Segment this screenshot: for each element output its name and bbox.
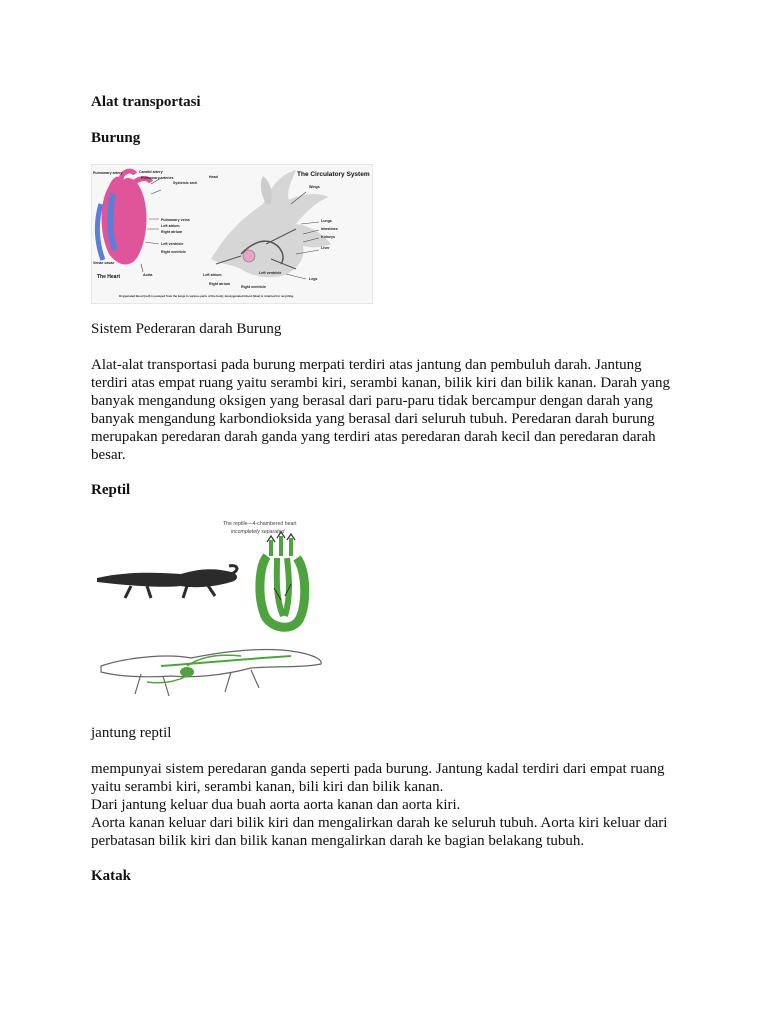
figure-inner-caption: Oxygenated blood (red) is pumped from the lungs to various parts of the body; deoxygenated blood (blue) is returned for recycling. [119,294,294,298]
label-bird-left-atrium: Left atrium [203,273,222,277]
text-line: mempunyai sistem peredaran ganda seperti pada burung. Jantung kadal terdiri dari empat ruang [91,761,665,777]
crocodile-heart-mark [180,667,194,677]
text-line: merupakan peredaran darah ganda yang terdiri atas peredaran darah kecil dan peredaran darah [91,429,656,445]
reptile-heart-diagram [91,516,327,706]
text-line: Alat-alat transportasi pada burung merpati terdiri atas jantung dan pembuluh darah. Jantung [91,357,642,373]
label-liver: Liver [321,246,330,250]
label-pulmonary-veins: Pulmonary veins [161,218,190,222]
figure-title: The Circulatory System [297,171,370,178]
label-right-atrium: Right atrium [161,230,183,234]
figure-caption-reptil: jantung reptil [91,725,172,741]
section-heading-katak: Katak [91,868,132,884]
label-carotid-artery: Carotid artery [139,170,163,174]
text-line: Aorta kanan keluar dari bilik kiri dan mengalirkan darah ke seluruh tubuh. Aorta kiri keluar dari [91,815,668,831]
main-heading: Alat transportasi [91,94,201,110]
label-pulmonary-arteries: Pulmonary arteries [141,176,174,180]
text-line: besar. [91,447,126,463]
section-heading-reptil: Reptil [91,482,131,498]
label-venae-cavae: Venae cavae [93,261,115,265]
text-line: terdiri atas empat ruang yaitu serambi kiri, serambi kanan, bilik kiri dan bilik kanan. Darah yang [91,375,670,391]
label-pulmonary-artery: Pulmonary artery [93,171,123,175]
label-kidneys: Kidneys [321,235,335,239]
bird-circulatory-diagram [91,164,373,304]
label-lungs: Lungs [321,219,332,223]
label-bird-right-atrium: Right atrium [209,282,231,286]
text-line: perbatasan bilik kiri dan bilik kanan mengalirkan darah ke bagian belakang tubuh. [91,833,585,849]
bird-circulatory-figure [91,164,373,309]
figure-caption-burung: Sistem Pederaran darah Burung [91,321,282,337]
bird-heart-mark [243,250,255,262]
label-the-heart: The Heart [97,274,121,280]
label-bird-right-ventricle: Right ventricle [241,285,266,289]
figure-title-line-2: incompletely separated [231,529,285,535]
label-head: Head [209,175,218,179]
label-systemic-arch: Systemic arch [173,181,198,185]
section-heading-burung: Burung [91,130,141,146]
label-wings: Wings [309,185,320,189]
figure-title-line-1: The reptile—4-chambered heart [223,521,297,527]
text-line: banyak mengandung karbondioksida yang berasal dari seluruh tubuh. Peredaran darah burung [91,411,655,427]
label-right-ventricle: Right ventricle [161,250,186,254]
label-bird-left-ventricle: Left ventricle [259,271,282,275]
label-left-atrium: Left atrium [161,224,180,228]
text-line: Dari jantung keluar dua buah aorta aorta kanan dan aorta kiri. [91,797,461,813]
paragraph-burung [91,356,681,464]
label-legs: Legs [309,277,318,281]
label-intestines: Intestines [321,227,338,231]
text-line: yaitu serambi kiri, serambi kanan, bili kiri dan bilik kanan. [91,779,444,795]
reptile-heart-figure [91,516,327,711]
paragraph-reptil [91,760,681,850]
text-line: banyak mengandung oksigen yang berasal dari paru-paru tidak bercampur dengan darah yang [91,393,653,409]
label-aorta: Aorta [143,273,153,277]
label-left-ventricle: Left ventricle [161,242,184,246]
